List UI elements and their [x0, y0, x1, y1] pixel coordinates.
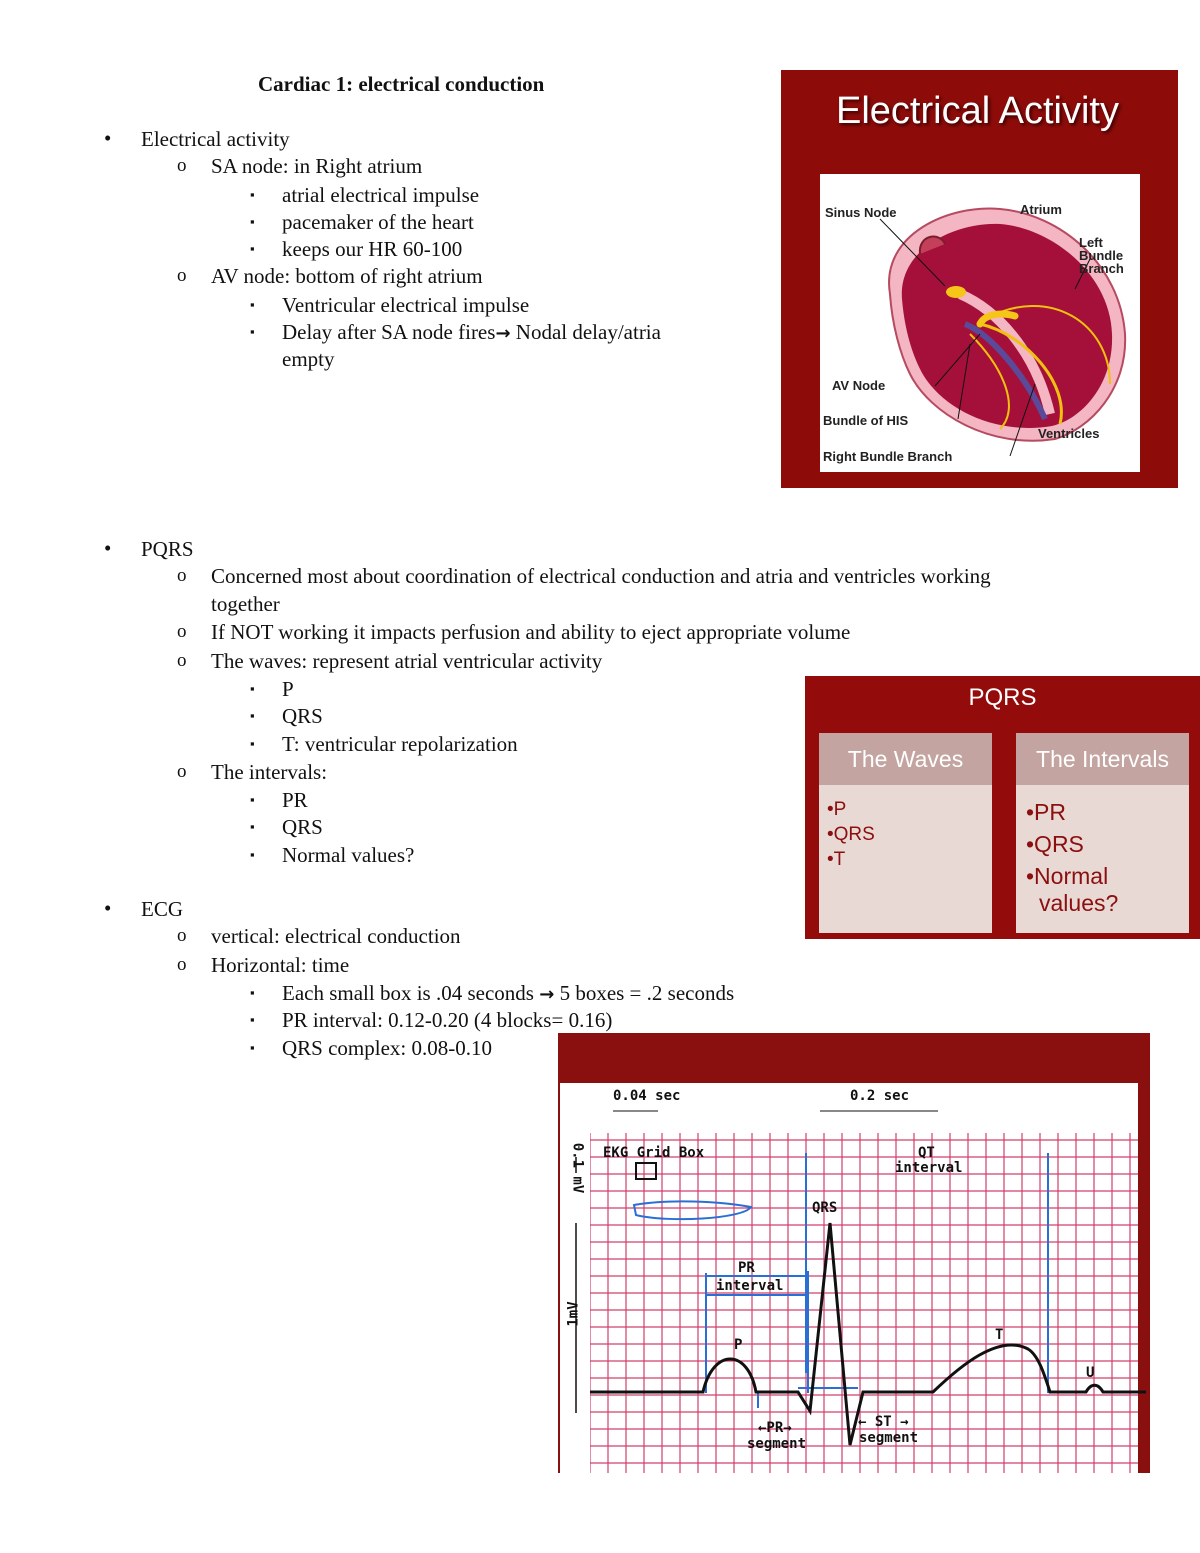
pqrs-item: Concerned most about coordination of electrical conduction and atria and ventricles working [211, 564, 991, 588]
wave-item: QRS [282, 704, 323, 728]
arrow-icon: → [495, 323, 511, 344]
sub-bullet: o [177, 650, 187, 671]
sa-node-detail: atrial electrical impulse [282, 183, 480, 207]
ecg-detail: QRS complex: 0.08-0.10 [282, 1036, 492, 1060]
section-electrical-activity: Electrical activity [141, 127, 290, 151]
slide-ecg-grid [558, 1033, 1150, 1473]
wave-t: •T [827, 849, 846, 870]
arrow-icon: → [539, 984, 555, 1005]
waves-column [819, 733, 992, 933]
label-av-node: AV Node [832, 378, 886, 393]
pqrs-item-cont: together [211, 592, 280, 616]
square-bullet: ▪ [250, 681, 255, 696]
interval-item: QRS [282, 815, 323, 839]
square-bullet: ▪ [250, 1040, 255, 1055]
bullet: • [104, 896, 112, 920]
pqrs-item: The intervals: [211, 760, 328, 784]
label-atrium: Atrium [1020, 202, 1062, 217]
ecg-detail: PR interval: 0.12-0.20 (4 blocks= 0.16) [282, 1008, 613, 1032]
sub-bullet: o [177, 925, 187, 946]
label-st-arrow: ← ST → [858, 1414, 909, 1430]
interval-values: values? [1039, 890, 1119, 916]
square-bullet: ▪ [250, 985, 255, 1000]
pqrs-item: If NOT working it impacts perfusion and ability to eject appropriate volume [211, 620, 851, 644]
av-node-detail: Delay after SA node fires→ Nodal delay/atria [282, 320, 661, 344]
label-ventricles: Ventricles [1038, 426, 1100, 441]
label-qt: QT [918, 1145, 935, 1161]
av-node-detail-cont: empty [282, 347, 335, 371]
label-left-bundle-3: Branch [1079, 261, 1124, 276]
ecg-detail: Each small box is .04 seconds → 5 boxes = .2 seconds [282, 981, 735, 1005]
label-bundle-his: Bundle of HIS [823, 413, 909, 428]
sub-bullet: o [177, 621, 187, 642]
label-left-bundle-1: Left [1079, 235, 1103, 250]
label-sinus-node: Sinus Node [825, 205, 897, 220]
label-pr-segment: segment [747, 1436, 807, 1452]
square-bullet: ▪ [250, 1012, 255, 1027]
square-bullet: ▪ [250, 324, 255, 339]
slide-title: Electrical Activity [836, 90, 1119, 132]
square-bullet: ▪ [250, 241, 255, 256]
interval-normal: •Normal [1026, 863, 1109, 889]
label-0-2-sec: 0.2 sec [850, 1088, 910, 1104]
slide-pqrs [805, 676, 1200, 939]
square-bullet: ▪ [250, 792, 255, 807]
label-0-04-sec: 0.04 sec [613, 1088, 681, 1104]
interval-qrs: •QRS [1026, 831, 1084, 857]
square-bullet: ▪ [250, 847, 255, 862]
heart-diagram [820, 174, 1140, 472]
slide-electrical-activity [781, 70, 1178, 488]
wave-p: •P [827, 799, 847, 820]
sa-node-detail: pacemaker of the heart [282, 210, 474, 234]
label-qrs: QRS [812, 1200, 838, 1216]
square-bullet: ▪ [250, 819, 255, 834]
intervals-header: The Intervals [1016, 733, 1189, 785]
sub-bullet: o [177, 265, 187, 286]
document-title: Cardiac 1: electrical conduction [258, 72, 545, 96]
wave-item: T: ventricular repolarization [282, 732, 518, 756]
label-pr: PR [738, 1260, 755, 1276]
av-node-item: AV node: bottom of right atrium [211, 264, 483, 288]
pqrs-item: The waves: represent atrial ventricular activity [211, 649, 603, 673]
label-qt-interval: interval [895, 1160, 963, 1176]
sub-bullet: o [177, 761, 187, 782]
label-pr-segment-arrow: ←PR→ [758, 1420, 792, 1436]
sub-bullet: o [177, 565, 187, 586]
sub-bullet: o [177, 954, 187, 975]
sub-bullet: o [177, 155, 187, 176]
interval-item: Normal values? [282, 843, 415, 867]
waves-header: The Waves [819, 733, 992, 785]
label-p: P [734, 1337, 743, 1353]
label-u: U [1086, 1365, 1095, 1381]
square-bullet: ▪ [250, 736, 255, 751]
label-left-bundle-2: Bundle [1079, 248, 1124, 263]
label-right-bundle: Right Bundle Branch [823, 449, 953, 464]
label-t: T [995, 1327, 1004, 1343]
section-pqrs: PQRS [141, 537, 194, 561]
ecg-item: vertical: electrical conduction [211, 924, 461, 948]
sa-node-item: SA node: in Right atrium [211, 154, 423, 178]
square-bullet: ▪ [250, 297, 255, 312]
intervals-column [1016, 733, 1189, 933]
label-st-segment: segment [859, 1430, 919, 1446]
square-bullet: ▪ [250, 708, 255, 723]
wave-item: P [282, 677, 294, 701]
av-node-detail: Ventricular electrical impulse [282, 293, 530, 317]
label-pr-interval: interval [716, 1278, 784, 1294]
sa-node-detail: keeps our HR 60-100 [282, 237, 463, 261]
bullet: • [104, 536, 112, 560]
wave-qrs: •QRS [827, 824, 875, 845]
slide-title: PQRS [968, 684, 1037, 711]
ecg-item: Horizontal: time [211, 953, 350, 977]
interval-pr: •PR [1026, 799, 1067, 825]
square-bullet: ▪ [250, 187, 255, 202]
bullet: • [104, 126, 112, 150]
label-0-1-mv: 0.1 mV [569, 1142, 586, 1194]
label-1-mv: 1mV [565, 1301, 582, 1327]
label-ekg-grid-box: EKG Grid Box [603, 1145, 705, 1161]
square-bullet: ▪ [250, 214, 255, 229]
section-ecg: ECG [141, 897, 183, 921]
interval-item: PR [282, 788, 308, 812]
